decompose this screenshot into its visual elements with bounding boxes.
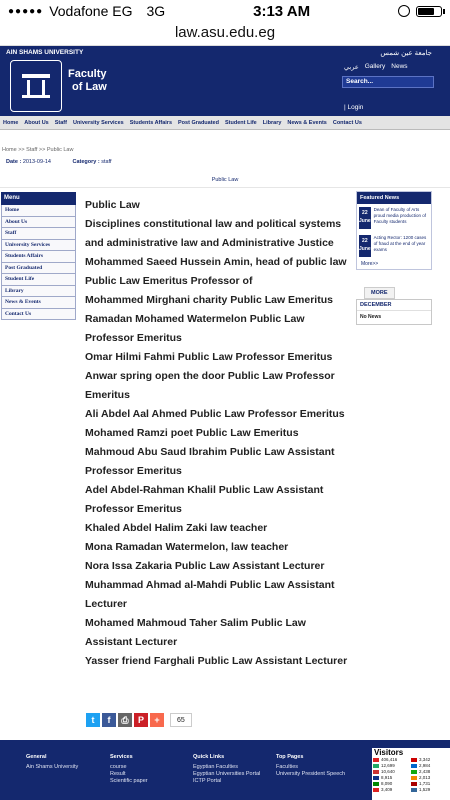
news-date — [359, 207, 371, 229]
carrier-name: Vodafone EG — [49, 3, 133, 19]
country-flag-icon — [411, 776, 417, 780]
content-line: Omar Hilmi Fahmi Public Law Professor Emeritus — [85, 351, 333, 363]
nav-item[interactable]: Home — [3, 119, 19, 126]
left-menu-item[interactable]: About Us — [1, 217, 76, 229]
university-name-arabic: جامعة عين شمس — [380, 50, 432, 57]
news-day: 22 — [362, 210, 368, 216]
faculty-title — [68, 68, 107, 94]
more-share-icon[interactable]: + — [150, 713, 164, 727]
left-menu — [1, 192, 76, 320]
pinterest-share-icon[interactable]: P — [134, 713, 148, 727]
date-label: Date : — [6, 159, 22, 165]
footer-link[interactable]: Faculties — [276, 764, 299, 770]
news-item[interactable] — [357, 232, 431, 260]
visitor-number: 10,640 — [381, 769, 395, 774]
visitor-number: 12,699 — [381, 763, 395, 768]
news-text[interactable]: Acting Rector: 1200 cases of fraud at the end of year exams — [373, 235, 427, 252]
country-flag-icon — [411, 788, 417, 792]
country-flag-icon — [373, 770, 379, 774]
content-line: Mohamed Ramzi poet Public Law Emeritus — [85, 427, 299, 439]
news-item[interactable] — [357, 204, 431, 232]
left-menu-item[interactable]: Student Life — [1, 274, 76, 286]
article-category[interactable]: staff — [101, 159, 112, 165]
left-menu-item[interactable]: University Services — [1, 240, 76, 252]
faculty-title-line1: Faculty — [68, 68, 107, 80]
country-flag-icon — [373, 776, 379, 780]
news-link[interactable]: News — [391, 63, 408, 70]
article-date: 2013-09-14 — [22, 159, 51, 165]
left-menu-item[interactable]: News & Events — [1, 297, 76, 309]
left-menu-item[interactable]: Students Affairs — [1, 251, 76, 263]
visitor-count — [411, 787, 449, 793]
content-line: Mona Ramadan Watermelon, law teacher — [85, 541, 289, 553]
content-line: Khaled Abdel Halim Zaki law teacher — [85, 522, 268, 534]
nav-item[interactable]: Library — [262, 119, 282, 126]
visitors-title: Visitors — [374, 748, 404, 757]
footer-column-title: Services — [110, 754, 133, 760]
visitor-number: 8,090 — [381, 781, 393, 786]
visitor-number: 1,731 — [419, 781, 431, 786]
left-menu-title: Menu — [1, 192, 76, 205]
footer-link[interactable]: Egyptian Universities Portal — [193, 771, 261, 777]
country-flag-icon — [411, 764, 417, 768]
country-flag-icon — [373, 782, 379, 786]
country-flag-icon — [411, 782, 417, 786]
category-label: Category : — [72, 159, 100, 165]
footer-link[interactable]: Egyptian Faculties — [193, 764, 238, 770]
visitor-number: 3,342 — [419, 757, 431, 762]
footer-link[interactable]: University President Speech — [276, 771, 346, 777]
content-line: Yasser friend Farghali Public Law Assistant Lecturer — [85, 655, 348, 667]
news-month: June — [359, 218, 371, 224]
news-day: 22 — [362, 238, 368, 244]
news-month: June — [359, 246, 371, 252]
nav-item[interactable]: Student Life — [224, 119, 257, 126]
visitor-number: 2,984 — [419, 763, 431, 768]
footer-column — [26, 754, 78, 771]
more-news-link[interactable]: More>> — [361, 261, 379, 267]
visitor-number: 8,915 — [381, 775, 393, 780]
nav-item[interactable]: Students Affairs — [129, 119, 173, 126]
network-type: 3G — [146, 3, 166, 19]
share-count: 65 — [170, 713, 192, 727]
calendar-note: No News — [360, 314, 382, 320]
content-line: Muhammad Ahmad al-Mahdi Public Law Assistant Lecturer — [85, 579, 335, 610]
arabic-language-link[interactable]: عربي — [344, 64, 359, 71]
visitor-count — [373, 787, 411, 793]
footer-column-title: General — [26, 754, 47, 760]
footer-link[interactable]: Ain Shams University — [26, 764, 79, 770]
footer-link[interactable]: Result — [110, 771, 126, 777]
footer-column — [110, 754, 148, 785]
content-line: Mohammed Saeed Hussein Amin, head of public law Public Law Emeritus Professor of — [85, 256, 347, 287]
content-line: Ali Abdel Aal Ahmed Public Law Professor Emeritus — [85, 408, 345, 420]
footer-column — [276, 754, 345, 778]
breadcrumb[interactable]: Home >> Staff >> Public Law — [2, 147, 74, 153]
news-text[interactable]: Dean of Faculty of Arts proud media production of Faculty students — [373, 207, 426, 224]
visitor-number: 1,529 — [419, 787, 431, 792]
left-menu-item[interactable]: Staff — [1, 228, 76, 240]
left-menu-item[interactable]: Home — [1, 205, 76, 217]
content-line: Adel Abdel-Rahman Khalil Public Law Assistant Professor Emeritus — [85, 484, 324, 515]
nav-item[interactable]: University Services — [72, 119, 124, 126]
left-menu-item[interactable]: Library — [1, 286, 76, 298]
footer-column — [193, 754, 260, 785]
country-flag-icon — [411, 758, 417, 762]
share-bar — [86, 713, 192, 727]
nav-item[interactable]: Contact Us — [332, 119, 362, 126]
country-flag-icon — [373, 758, 379, 762]
footer-link[interactable]: ICTP Portal — [193, 778, 222, 784]
nav-item[interactable]: Post Graduated — [178, 119, 219, 126]
site-header — [0, 46, 450, 116]
content-line: Mohammed Mirghani charity Public Law Emeritus — [85, 294, 333, 306]
visitor-number: 406,416 — [381, 757, 398, 762]
clock: 3:13 AM — [253, 2, 311, 20]
country-flag-icon — [411, 770, 417, 774]
status-bar — [0, 0, 450, 22]
visitor-number: 3,409 — [381, 787, 393, 792]
content-line: Mahmoud Abu Saud Ibrahim Public Law Assistant Professor Emeritus — [85, 446, 335, 477]
address-bar[interactable]: law.asu.edu.eg — [0, 22, 450, 46]
faculty-title-line2: of Law — [72, 81, 107, 93]
more-button[interactable]: MORE — [364, 287, 395, 299]
footer-link[interactable]: Scientific paper — [110, 778, 148, 784]
visitor-number: 2,438 — [419, 769, 431, 774]
content-line: Nora Issa Zakaria Public Law Assistant Lecturer — [85, 560, 325, 572]
alarm-icon — [398, 5, 410, 17]
article-meta — [6, 159, 112, 165]
footer-link[interactable]: course — [110, 764, 127, 770]
content-line: Public Law — [85, 199, 140, 211]
content-line: Mohamed Mahmoud Taher Salim Public Law Assistant Lecturer — [85, 617, 306, 648]
content-line: Ramadan Mohamed Watermelon Public Law Professor Emeritus — [85, 313, 305, 344]
main-nav — [0, 116, 450, 130]
divider — [0, 187, 450, 188]
nav-item[interactable]: About Us — [24, 119, 49, 126]
featured-news-title: Featured News — [357, 192, 431, 204]
visitor-number: 2,013 — [419, 775, 431, 780]
university-name: AIN SHAMS UNIVERSITY — [6, 49, 84, 56]
gallery-link[interactable]: Gallery — [364, 63, 386, 70]
facebook-share-icon[interactable]: f — [102, 713, 116, 727]
page-title: Public Law — [211, 177, 239, 183]
left-menu-item[interactable]: Contact Us — [1, 309, 76, 321]
country-flag-icon — [373, 788, 379, 792]
footer-column-title: Top Pages — [276, 754, 304, 760]
left-menu-item[interactable]: Post Graduated — [1, 263, 76, 275]
article-body — [85, 196, 351, 671]
content-line: Anwar spring open the door Public Law Professor Emeritus — [85, 370, 335, 401]
events-calendar — [356, 299, 432, 325]
signal-dots-icon: ●●●●● — [8, 5, 44, 17]
twitter-share-icon[interactable]: t — [86, 713, 100, 727]
university-logo-icon[interactable] — [10, 60, 62, 112]
top-links — [344, 63, 408, 71]
battery-icon — [416, 6, 442, 17]
search-input[interactable]: Search... — [342, 76, 434, 88]
news-date — [359, 235, 371, 257]
featured-news — [356, 191, 432, 270]
print-icon[interactable]: ⎙ — [118, 713, 132, 727]
footer-column-title: Quick Links — [193, 754, 225, 760]
country-flag-icon — [373, 764, 379, 768]
calendar-month: DECEMBER — [357, 300, 431, 311]
login-link[interactable]: | Login — [344, 104, 364, 111]
visitors-widget — [372, 748, 450, 800]
nav-item[interactable]: Staff — [54, 119, 67, 126]
nav-item[interactable]: News & Events — [287, 119, 327, 126]
content-line: Disciplines constitutional law and political systems and administrative law and Administrative Justice — [85, 218, 342, 249]
